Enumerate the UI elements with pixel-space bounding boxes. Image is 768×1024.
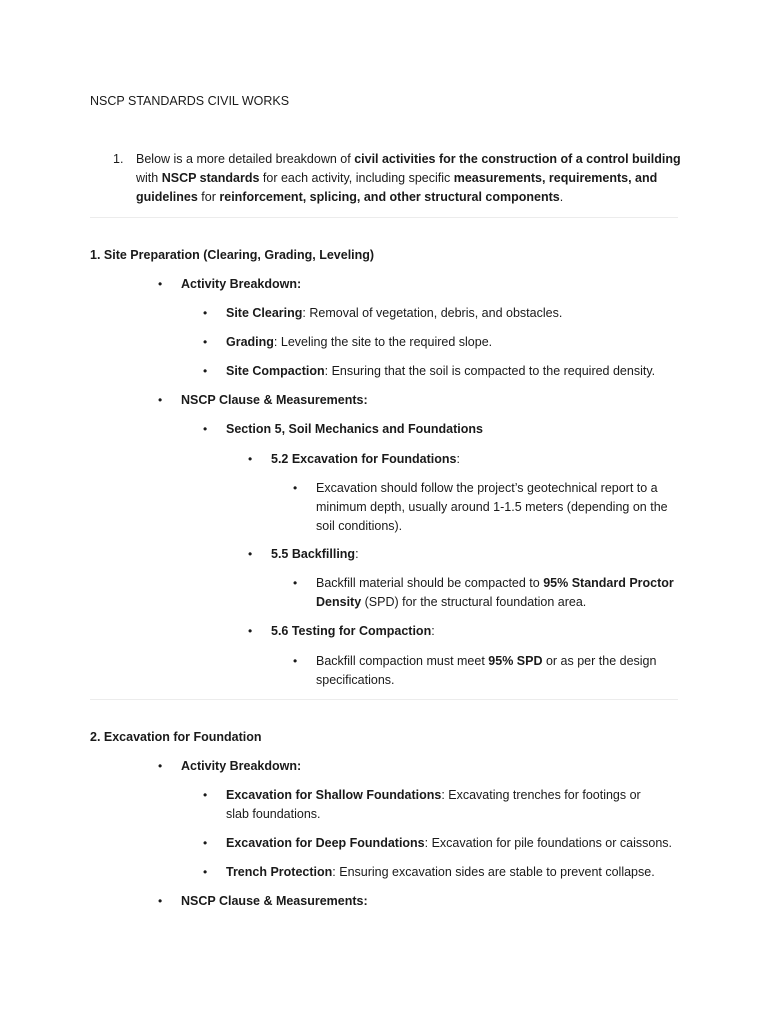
bullet: • (158, 759, 163, 773)
divider (90, 217, 678, 218)
list-item: Site Clearing: Removal of vegetation, debris, and obstacles. (226, 306, 563, 320)
intro-paragraph: Below is a more detailed breakdown of civil activities for the construction of a control building with NSCP standards for each activity, including specific measurements, requirements, and guidelines for reinforcement, splicing, and other structural components. (136, 152, 681, 204)
bullet: • (293, 481, 298, 495)
list-item: Grading: Leveling the site to the required slope. (226, 335, 493, 349)
list-item: Excavation for Shallow Foundations: Excavating trenches for footings or slab foundations. (226, 788, 641, 821)
bullet: • (203, 364, 208, 378)
divider (90, 699, 678, 700)
section1-heading: 1. Site Preparation (Clearing, Grading, Leveling) (90, 248, 375, 262)
document-title: NSCP STANDARDS CIVIL WORKS (90, 94, 290, 108)
bullet: • (203, 788, 208, 802)
bullet: • (203, 422, 208, 436)
section1-clause-label: NSCP Clause & Measurements: (181, 393, 368, 407)
bullet: • (203, 865, 208, 879)
bullet: • (158, 894, 163, 908)
bullet: • (293, 654, 298, 668)
subclause-text: Excavation should follow the project’s geotechnical report to a minimum depth, usually around 1-1.5 meters (depending on the soil conditions). (316, 481, 668, 533)
subclause-title: 5.5 Backfilling: (271, 547, 359, 561)
bullet: • (248, 624, 253, 638)
section1-activity-label: Activity Breakdown: (181, 277, 302, 291)
section2-heading: 2. Excavation for Foundation (90, 730, 262, 744)
bullet: • (158, 277, 163, 291)
subclause-title: 5.2 Excavation for Foundations: (271, 452, 460, 466)
bullet: • (248, 452, 253, 466)
section2-activity-label: Activity Breakdown: (181, 759, 302, 773)
list-item: Excavation for Deep Foundations: Excavation for pile foundations or caissons. (226, 836, 672, 850)
subclause-text: Backfill material should be compacted to 95% Standard Proctor Density (SPD) for the structural foundation area. (316, 576, 674, 609)
bullet: • (203, 335, 208, 349)
bullet: • (203, 306, 208, 320)
bullet: • (293, 576, 298, 590)
intro-number: 1. (113, 152, 124, 166)
clause-section: Section 5, Soil Mechanics and Foundations (226, 422, 483, 436)
section2-clause-label: NSCP Clause & Measurements: (181, 894, 368, 908)
bullet: • (248, 547, 253, 561)
bullet: • (158, 393, 163, 407)
subclause-text: Backfill compaction must meet 95% SPD or as per the design specifications. (316, 654, 657, 687)
subclause-title: 5.6 Testing for Compaction: (271, 624, 435, 638)
list-item: Trench Protection: Ensuring excavation sides are stable to prevent collapse. (226, 865, 655, 879)
bullet: • (203, 836, 208, 850)
list-item: Site Compaction: Ensuring that the soil is compacted to the required density. (226, 364, 656, 378)
